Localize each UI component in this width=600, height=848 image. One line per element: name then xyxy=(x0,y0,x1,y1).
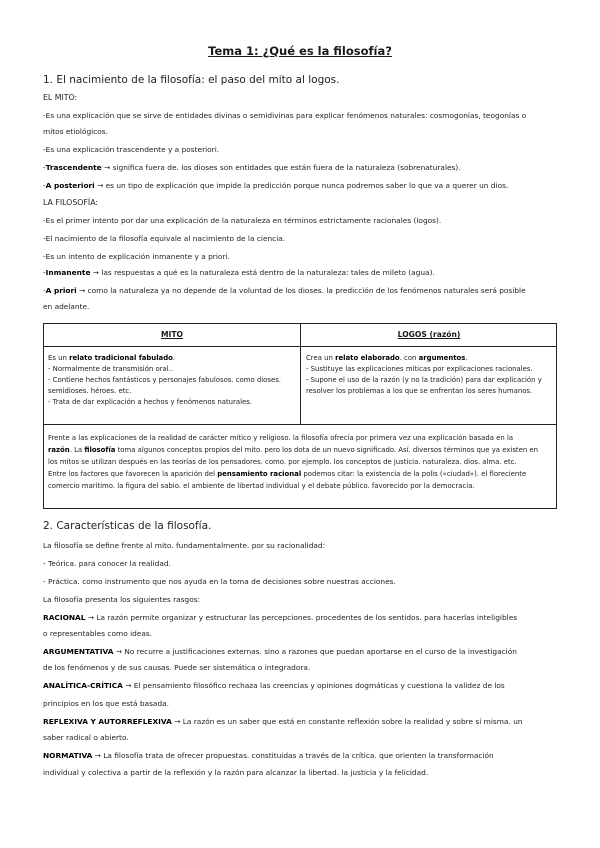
priori-line-2: en adelante. xyxy=(43,302,90,311)
reflexiva-text: → La razón es un saber que está en constante reflexión sobre la realidad y sobre sí misma. un xyxy=(171,717,523,726)
section2-heading: 2. Características de la filosofía. xyxy=(43,520,212,532)
posteriori-line: -A posteriori → es un tipo de explicación que impide la predicción porque nunca podremos saber lo que va a querer un dios. xyxy=(43,181,509,190)
note-rest: toma algunos conceptos propios del mito. pero los dota de un nuevo significado. Así. diversos términos que ya existen en xyxy=(115,446,539,454)
logos-mid: . con xyxy=(399,354,419,362)
logos-cell-intro xyxy=(306,354,468,363)
reflexiva-line-2: saber radical o abierto. xyxy=(43,733,129,742)
note-l4-start: Entre los factores que favorecen la aparición del xyxy=(48,470,218,478)
mito-prefix: Es un xyxy=(48,354,70,362)
racional-line xyxy=(43,613,563,623)
mito-line-2: mitos etiológicos. xyxy=(43,127,108,136)
mito-label: EL MITO: xyxy=(43,93,78,102)
posteriori-term: A posteriori xyxy=(45,181,95,190)
table-header-mito: MITO xyxy=(160,330,184,339)
section2-item-1: - Teórica. para conocer la realidad. xyxy=(43,559,171,568)
logos-bold-1: relato elaborado xyxy=(335,354,400,362)
trascendente-term: Trascendente xyxy=(45,163,102,172)
inmanente-term: Inmanente xyxy=(45,268,91,277)
mito-cell-item-1: - Normalmente de transmisión oral.. xyxy=(48,365,174,373)
mito-cell-intro xyxy=(48,354,175,363)
normativa-term: NORMATIVA xyxy=(43,751,93,760)
trascendente-text: → significa fuera de. los dioses son entidades que están fuera de la naturaleza (sobrenaturales). xyxy=(101,163,461,172)
mito-bold: relato tradicional fabulado xyxy=(69,354,173,362)
logos-bold-2: argumentos xyxy=(418,354,466,362)
priori-term: A priori xyxy=(45,286,77,295)
note-pensamiento: pensamiento racional xyxy=(217,470,302,478)
table-row-divider xyxy=(44,424,556,425)
note-razon: razón xyxy=(48,446,70,454)
analitica-term: ANALÍTICA-CRÍTICA xyxy=(43,681,123,690)
argumentativa-term: ARGUMENTATIVA xyxy=(43,647,114,656)
filosofia-line-3: -Es un intento de explicación inmanente y a priori. xyxy=(43,252,230,261)
mito-cell-item-3: semidioses. héroes. etc. xyxy=(48,387,132,395)
priori-line: -A priori → como la naturaleza ya no depende de la voluntad de los dioses. la predicción de los fenómenos naturales será posible xyxy=(43,286,526,295)
table-header-logos: LOGOS (razón) xyxy=(397,330,461,339)
mito-cell-item-2: - Contiene hechos fantásticos y personajes fabulosos. como dioses. xyxy=(48,376,281,384)
racional-term: RACIONAL xyxy=(43,613,86,622)
rasgos-intro: La filosofía presenta los siguientes rasgos: xyxy=(43,595,201,604)
note-l4-rest: podemos citar: la existencia de la polis («ciudad»). el floreciente xyxy=(301,470,527,478)
mito-logos-table xyxy=(43,323,557,509)
normativa-line-2: individual y colectiva a partir de la reflexión y la razón para alcanzar la libertad. la justicia y la felicidad. xyxy=(43,768,429,777)
page-title: Tema 1: ¿Qué es la filosofía? xyxy=(208,44,392,58)
argumentativa-line-2: de los fenómenos y de sus causas. Puede ser sistemática o integradora. xyxy=(43,663,311,672)
filosofia-line-1: -Es el primer intento por dar una explicación de la naturaleza en términos estrictamente racionales (logos). xyxy=(43,216,442,225)
racional-line-2: o representables como ideas. xyxy=(43,629,153,638)
argumentativa-text: → No recurre a justificaciones externas. sino a razones que puedan aportarse en el curso de la investigación xyxy=(113,647,517,656)
note-filosofia: filosofía xyxy=(84,446,116,454)
trascendente-line: -Trascendente → significa fuera de. los dioses son entidades que están fuera de la naturaleza (sobrenaturales). xyxy=(43,163,461,172)
table-note-line-1: Frente a las explicaciones de la realidad de carácter mítico y religioso. la filosofía ofrecía por primera vez una explicación basada en la xyxy=(48,434,514,442)
inmanente-line: -Inmanente → las respuestas a qué es la naturaleza está dentro de la naturaleza: tales de mileto (agua). xyxy=(43,268,435,277)
note-mid: . La xyxy=(69,446,85,454)
mito-line-1: -Es una explicación que se sirve de entidades divinas o semidivinas para explicar fenómenos naturales: cosmogonías, teogonías o xyxy=(43,111,527,120)
filosofia-line-2: -El nacimiento de la filosofía equivale al nacimiento de la ciencia. xyxy=(43,234,286,243)
analitica-line xyxy=(43,681,563,691)
logos-cell-item-1: - Sustituye las explicaciones míticas por explicaciones racionales. xyxy=(306,365,533,373)
inmanente-text: → las respuestas a qué es la naturaleza está dentro de la naturaleza: tales de mileto (agua). xyxy=(90,268,435,277)
section2-intro: La filosofía se define frente al mito. fundamentalmente. por su racionalidad: xyxy=(43,541,326,550)
logos-cell-item-3: resolver los problemas a los que se enfrentan los seres humanos. xyxy=(306,387,533,395)
section1-heading: 1. El nacimiento de la filosofía: el paso del mito al logos. xyxy=(43,74,340,86)
mito-cell-item-4: - Trata de dar explicación a hechos y fenómenos naturales. xyxy=(48,398,253,406)
argumentativa-line xyxy=(43,647,563,657)
mito-line-3: -Es una explicación trascendente y a posteriori. xyxy=(43,145,220,154)
posteriori-text: → es un tipo de explicación que impide la predicción porque nunca podremos saber lo que va a querer un dios. xyxy=(94,181,509,190)
normativa-line xyxy=(43,751,563,761)
normativa-text: → La filosofía trata de ofrecer propuestas. constituidas a través de la crítica. que orienten la transformación xyxy=(92,751,494,760)
logos-suffix: . xyxy=(465,354,468,362)
racional-text: → La razón permite organizar y estructurar las percepciones. procedentes de los sentidos. para hacerlas inteligibles xyxy=(85,613,518,622)
reflexiva-term: REFLEXIVA Y AUTORREFLEXIVA xyxy=(43,717,172,726)
logos-cell-item-2: - Supone el uso de la razón (y no la tradición) para dar explicación y xyxy=(306,376,542,384)
analitica-text: → El pensamiento filosófico rechaza las creencias y opiniones dogmáticas y cuestiona la validez de los xyxy=(122,681,505,690)
table-note-line-2 xyxy=(48,446,538,455)
logos-prefix: Crea un xyxy=(306,354,336,362)
table-column-divider xyxy=(300,324,301,424)
priori-text: → como la naturaleza ya no depende de la voluntad de los dioses. la predicción de los fenómenos naturales será posible xyxy=(76,286,526,295)
analitica-line-2: principios en los que está basada. xyxy=(43,699,170,708)
section2-item-2: - Práctica. como instrumento que nos ayuda en la toma de decisiones sobre nuestras acciones. xyxy=(43,577,396,586)
reflexiva-line xyxy=(43,717,563,727)
mito-suffix: . xyxy=(172,354,176,362)
table-note-line-3: los mitos se utilizan después en las teorías de los pensadores. como. por ejemplo. los conceptos de justicia. naturaleza. dios. alma. etc. xyxy=(48,458,517,466)
table-note-line-4 xyxy=(48,470,526,479)
filosofia-label: LA FILOSOFÍA: xyxy=(43,198,99,207)
table-note-line-5: comercio marítimo. la figura del sabio. el ambiente de libertad individual y el debate público. favorecido por la democracia. xyxy=(48,482,475,490)
